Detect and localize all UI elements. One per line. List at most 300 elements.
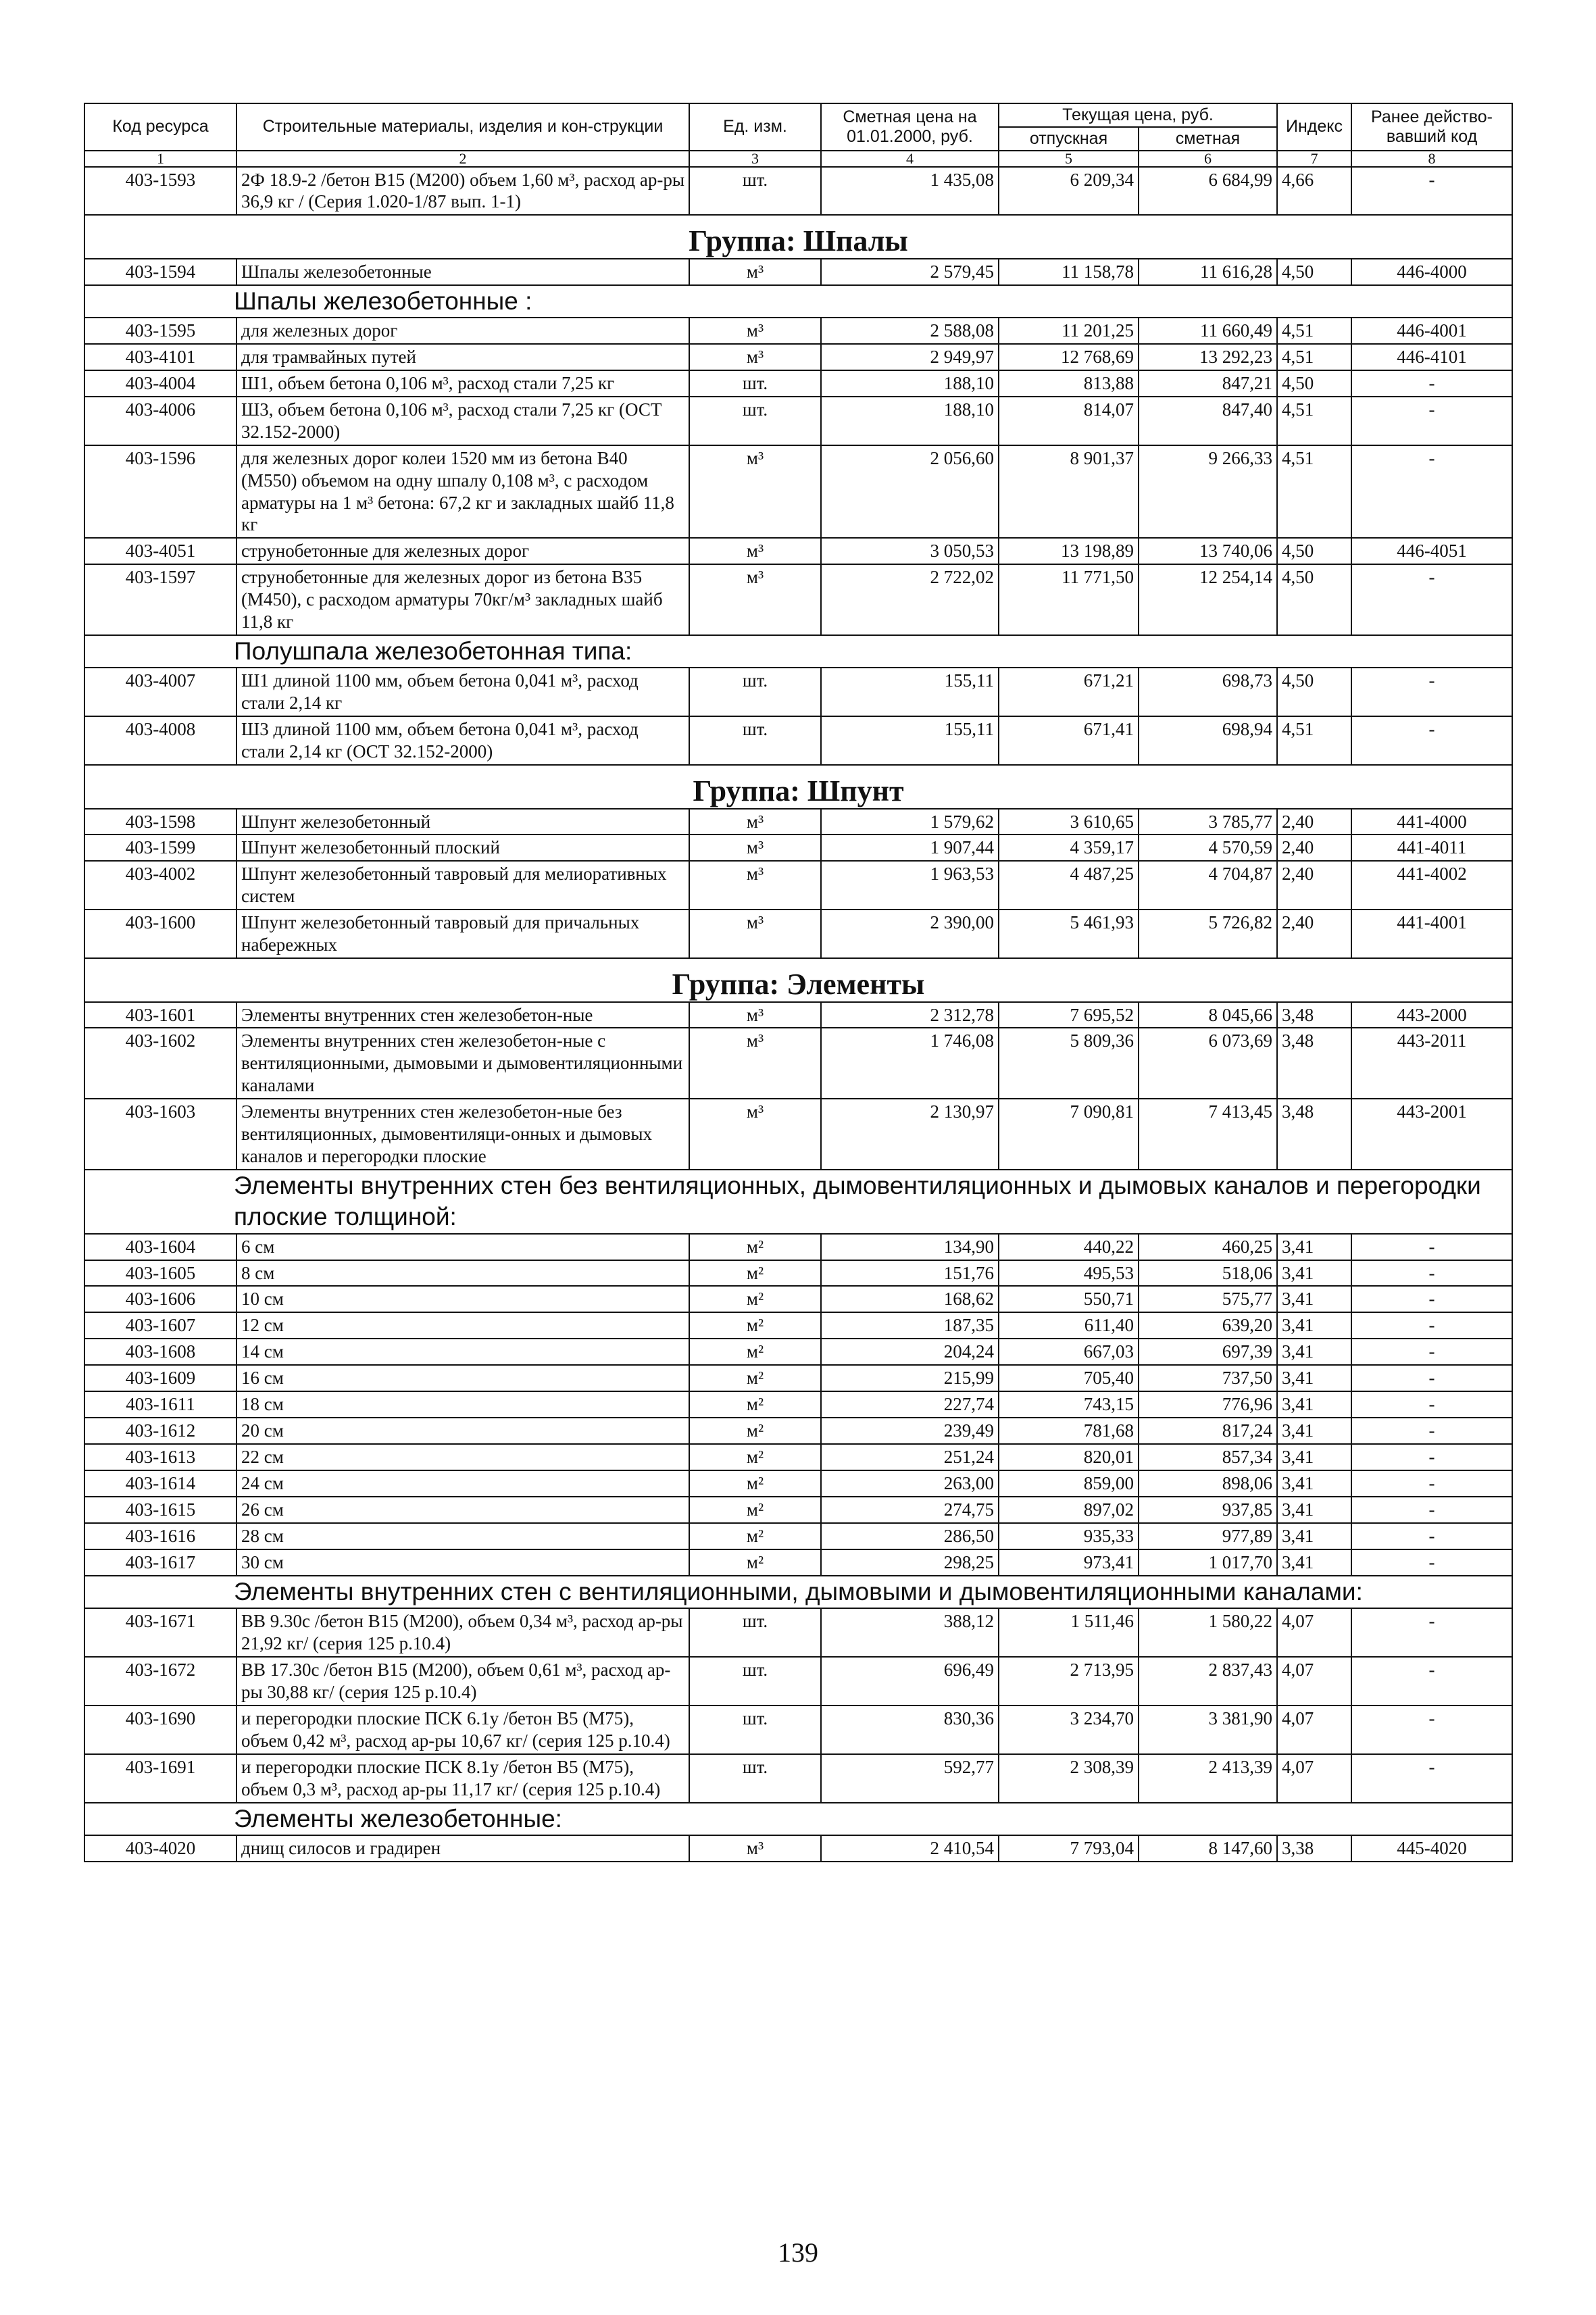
price-index-cell: 4,50 <box>1277 370 1351 397</box>
resource-code-cell: 403-1691 <box>84 1754 236 1803</box>
release-price-cell: 897,02 <box>999 1497 1139 1523</box>
material-name-cell: днищ силосов и градирен <box>236 1835 689 1862</box>
release-price-cell: 550,71 <box>999 1286 1139 1312</box>
material-name-cell: 24 см <box>236 1470 689 1497</box>
table-row <box>84 1835 1512 1862</box>
column-numbers-row <box>84 151 1512 167</box>
material-name-cell: Шпалы железобетонные <box>236 259 689 285</box>
price-index-cell: 3,41 <box>1277 1444 1351 1470</box>
header-index: Индекс <box>1277 103 1351 151</box>
price-index-cell: 3,41 <box>1277 1391 1351 1418</box>
resource-code-cell: 403-4051 <box>84 538 236 564</box>
previous-code-cell: 443-2011 <box>1351 1028 1512 1099</box>
table-row <box>84 1234 1512 1260</box>
subgroup-heading-row <box>84 635 1512 668</box>
unit-cell: шт. <box>689 1608 821 1657</box>
base-price-cell: 2 312,78 <box>821 1002 999 1028</box>
previous-code-cell: 446-4051 <box>1351 538 1512 564</box>
table-row <box>84 861 1512 910</box>
estimate-price-cell: 857,34 <box>1139 1444 1277 1470</box>
column-number: 7 <box>1277 151 1351 167</box>
table-row <box>84 809 1512 835</box>
previous-code-cell: - <box>1351 1260 1512 1287</box>
unit-cell: шт. <box>689 397 821 445</box>
unit-cell: шт. <box>689 1657 821 1706</box>
material-name-cell: Шпунт железобетонный <box>236 809 689 835</box>
resource-code-cell: 403-1616 <box>84 1523 236 1549</box>
subgroup-title: Шпалы железобетонные : <box>84 285 1512 318</box>
material-name-cell: 18 см <box>236 1391 689 1418</box>
price-index-cell: 4,07 <box>1277 1706 1351 1754</box>
resource-code-cell: 403-1596 <box>84 445 236 539</box>
unit-cell: м³ <box>689 1028 821 1099</box>
unit-cell: шт. <box>689 716 821 765</box>
release-price-cell: 12 768,69 <box>999 344 1139 370</box>
material-name-cell: ВВ 9.30с /бетон В15 (М200), объем 0,34 м³, расход ар-ры 21,92 кг/ (серия 125 р.10.4) <box>236 1608 689 1657</box>
release-price-cell: 743,15 <box>999 1391 1139 1418</box>
base-price-cell: 2 056,60 <box>821 445 999 539</box>
price-index-cell: 3,41 <box>1277 1497 1351 1523</box>
release-price-cell: 671,21 <box>999 668 1139 716</box>
estimate-price-cell: 2 837,43 <box>1139 1657 1277 1706</box>
material-name-cell: 8 см <box>236 1260 689 1287</box>
release-price-cell: 4 487,25 <box>999 861 1139 910</box>
material-name-cell: Шпунт железобетонный тавровый для причальных набережных <box>236 910 689 958</box>
release-price-cell: 8 901,37 <box>999 445 1139 539</box>
estimate-price-cell: 5 726,82 <box>1139 910 1277 958</box>
unit-cell: м³ <box>689 538 821 564</box>
table-row <box>84 1391 1512 1418</box>
release-price-cell: 973,41 <box>999 1549 1139 1576</box>
resource-code-cell: 403-1671 <box>84 1608 236 1657</box>
resource-code-cell: 403-1615 <box>84 1497 236 1523</box>
base-price-cell: 204,24 <box>821 1339 999 1365</box>
release-price-cell: 2 308,39 <box>999 1754 1139 1803</box>
estimate-price-cell: 1 580,22 <box>1139 1608 1277 1657</box>
unit-cell: м³ <box>689 318 821 344</box>
base-price-cell: 298,25 <box>821 1549 999 1576</box>
material-name-cell: для железных дорог колеи 1520 мм из бетона В40 (М550) объемом на одну шпалу 0,108 м³, с расходом арматуры на 1 м³ бетона: 67,2 кг и закладных шайб 11,8 кг <box>236 445 689 539</box>
table-row <box>84 1099 1512 1170</box>
base-price-cell: 1 746,08 <box>821 1028 999 1099</box>
estimate-price-cell: 3 381,90 <box>1139 1706 1277 1754</box>
unit-cell: м² <box>689 1444 821 1470</box>
unit-cell: м³ <box>689 564 821 635</box>
resource-code-cell: 403-1595 <box>84 318 236 344</box>
release-price-cell: 4 359,17 <box>999 835 1139 861</box>
estimate-price-cell: 6 684,99 <box>1139 167 1277 216</box>
base-price-cell: 388,12 <box>821 1608 999 1657</box>
base-price-cell: 239,49 <box>821 1418 999 1444</box>
price-index-cell: 3,48 <box>1277 1002 1351 1028</box>
price-index-cell: 4,07 <box>1277 1754 1351 1803</box>
unit-cell: м³ <box>689 344 821 370</box>
estimate-price-cell: 13 292,23 <box>1139 344 1277 370</box>
table-row <box>84 445 1512 539</box>
estimate-price-cell: 2 413,39 <box>1139 1754 1277 1803</box>
material-name-cell: 12 см <box>236 1312 689 1339</box>
resource-code-cell: 403-1602 <box>84 1028 236 1099</box>
price-index-cell: 3,41 <box>1277 1286 1351 1312</box>
resource-code-cell: 403-1612 <box>84 1418 236 1444</box>
previous-code-cell: 443-2001 <box>1351 1099 1512 1170</box>
table-row <box>84 1260 1512 1287</box>
unit-cell: м³ <box>689 1099 821 1170</box>
price-index-cell: 3,48 <box>1277 1099 1351 1170</box>
price-index-cell: 4,07 <box>1277 1608 1351 1657</box>
table-row <box>84 1754 1512 1803</box>
unit-cell: м² <box>689 1312 821 1339</box>
unit-cell: м² <box>689 1549 821 1576</box>
unit-cell: м³ <box>689 1835 821 1862</box>
price-index-cell: 3,41 <box>1277 1339 1351 1365</box>
subgroup-heading-row <box>84 285 1512 318</box>
unit-cell: м³ <box>689 910 821 958</box>
release-price-cell: 935,33 <box>999 1523 1139 1549</box>
column-number: 8 <box>1351 151 1512 167</box>
base-price-cell: 1 963,53 <box>821 861 999 910</box>
table-row <box>84 1470 1512 1497</box>
estimate-price-cell: 8 045,66 <box>1139 1002 1277 1028</box>
estimate-price-cell: 4 704,87 <box>1139 861 1277 910</box>
previous-code-cell: 446-4000 <box>1351 259 1512 285</box>
previous-code-cell: - <box>1351 716 1512 765</box>
base-price-cell: 134,90 <box>821 1234 999 1260</box>
material-name-cell: для железных дорог <box>236 318 689 344</box>
previous-code-cell: 441-4011 <box>1351 835 1512 861</box>
material-name-cell: 26 см <box>236 1497 689 1523</box>
price-index-cell: 4,50 <box>1277 668 1351 716</box>
unit-cell: шт. <box>689 370 821 397</box>
table-row <box>84 370 1512 397</box>
material-name-cell: 22 см <box>236 1444 689 1470</box>
group-heading-row <box>84 215 1512 258</box>
unit-cell: м³ <box>689 1002 821 1028</box>
price-index-cell: 4,50 <box>1277 564 1351 635</box>
previous-code-cell: - <box>1351 1418 1512 1444</box>
material-name-cell: 10 см <box>236 1286 689 1312</box>
resource-code-cell: 403-4002 <box>84 861 236 910</box>
table-row <box>84 344 1512 370</box>
resource-code-cell: 403-4008 <box>84 716 236 765</box>
table-row <box>84 1706 1512 1754</box>
header-release-price: отпускная <box>999 127 1139 151</box>
previous-code-cell: - <box>1351 1754 1512 1803</box>
price-index-cell: 4,51 <box>1277 318 1351 344</box>
price-index-cell: 4,51 <box>1277 445 1351 539</box>
price-index-cell: 3,41 <box>1277 1365 1351 1391</box>
subgroup-heading-row <box>84 1170 1512 1234</box>
previous-code-cell: - <box>1351 564 1512 635</box>
header-current-price: Текущая цена, руб. <box>999 103 1277 127</box>
previous-code-cell: - <box>1351 1706 1512 1754</box>
previous-code-cell: 446-4001 <box>1351 318 1512 344</box>
unit-cell: м² <box>689 1365 821 1391</box>
resource-code-cell: 403-1594 <box>84 259 236 285</box>
table-row <box>84 1549 1512 1576</box>
release-price-cell: 5 461,93 <box>999 910 1139 958</box>
previous-code-cell: - <box>1351 167 1512 216</box>
table-row <box>84 1657 1512 1706</box>
base-price-cell: 155,11 <box>821 668 999 716</box>
table-row <box>84 1286 1512 1312</box>
resource-code-cell: 403-1603 <box>84 1099 236 1170</box>
previous-code-cell: - <box>1351 1339 1512 1365</box>
group-title: Группа: Шпалы <box>84 215 1512 258</box>
base-price-cell: 274,75 <box>821 1497 999 1523</box>
release-price-cell: 7 695,52 <box>999 1002 1139 1028</box>
estimate-price-cell: 6 073,69 <box>1139 1028 1277 1099</box>
previous-code-cell: - <box>1351 1286 1512 1312</box>
table-row <box>84 1418 1512 1444</box>
estimate-price-cell: 8 147,60 <box>1139 1835 1277 1862</box>
header-materials: Строительные материалы, изделия и кон-струкции <box>236 103 689 151</box>
release-price-cell: 11 158,78 <box>999 259 1139 285</box>
resource-code-cell: 403-4006 <box>84 397 236 445</box>
table-row <box>84 835 1512 861</box>
previous-code-cell: 445-4020 <box>1351 1835 1512 1862</box>
material-name-cell: Элементы внутренних стен железобетон-ные без вентиляционных, дымовентиляци-онных и дымовых каналов и перегородки плоские <box>236 1099 689 1170</box>
resource-code-cell: 403-4101 <box>84 344 236 370</box>
group-heading-row <box>84 958 1512 1001</box>
base-price-cell: 188,10 <box>821 397 999 445</box>
release-price-cell: 1 511,46 <box>999 1608 1139 1657</box>
resource-code-cell: 403-1608 <box>84 1339 236 1365</box>
column-number: 4 <box>821 151 999 167</box>
group-heading-row <box>84 765 1512 808</box>
base-price-cell: 2 410,54 <box>821 1835 999 1862</box>
price-index-cell: 3,41 <box>1277 1470 1351 1497</box>
column-number: 3 <box>689 151 821 167</box>
table-row <box>84 1444 1512 1470</box>
previous-code-cell: - <box>1351 1365 1512 1391</box>
base-price-cell: 2 949,97 <box>821 344 999 370</box>
table-row <box>84 538 1512 564</box>
base-price-cell: 2 722,02 <box>821 564 999 635</box>
estimate-price-cell: 3 785,77 <box>1139 809 1277 835</box>
resource-code-cell: 403-1690 <box>84 1706 236 1754</box>
estimate-price-cell: 937,85 <box>1139 1497 1277 1523</box>
base-price-cell: 3 050,53 <box>821 538 999 564</box>
resource-code-cell: 403-1601 <box>84 1002 236 1028</box>
base-price-cell: 168,62 <box>821 1286 999 1312</box>
estimate-price-cell: 817,24 <box>1139 1418 1277 1444</box>
estimate-price-cell: 847,40 <box>1139 397 1277 445</box>
table-row <box>84 1312 1512 1339</box>
resource-code-cell: 403-1600 <box>84 910 236 958</box>
estimate-price-cell: 11 616,28 <box>1139 259 1277 285</box>
estimate-price-cell: 737,50 <box>1139 1365 1277 1391</box>
release-price-cell: 667,03 <box>999 1339 1139 1365</box>
base-price-cell: 227,74 <box>821 1391 999 1418</box>
material-name-cell: струнобетонные для железных дорог из бетона В35 (М450), с расходом арматуры 70кг/м³ закладных шайб 11,8 кг <box>236 564 689 635</box>
group-title: Группа: Элементы <box>84 958 1512 1001</box>
price-table-sheet <box>84 103 1512 1862</box>
release-price-cell: 13 198,89 <box>999 538 1139 564</box>
group-title: Группа: Шпунт <box>84 765 1512 808</box>
unit-cell: м² <box>689 1339 821 1365</box>
unit-cell: м² <box>689 1391 821 1418</box>
previous-code-cell: - <box>1351 1523 1512 1549</box>
material-name-cell: Ш3 длиной 1100 мм, объем бетона 0,041 м³, расход стали 2,14 кг (ОСТ 32.152-2000) <box>236 716 689 765</box>
unit-cell: м² <box>689 1260 821 1287</box>
estimate-price-cell: 1 017,70 <box>1139 1549 1277 1576</box>
release-price-cell: 813,88 <box>999 370 1139 397</box>
price-index-cell: 4,51 <box>1277 716 1351 765</box>
material-name-cell: Ш1 длиной 1100 мм, объем бетона 0,041 м³, расход стали 2,14 кг <box>236 668 689 716</box>
previous-code-cell: - <box>1351 397 1512 445</box>
unit-cell: м³ <box>689 445 821 539</box>
base-price-cell: 1 579,62 <box>821 809 999 835</box>
resource-code-cell: 403-1598 <box>84 809 236 835</box>
page-number: 139 <box>778 2237 818 2268</box>
header-base-price: Сметная цена на 01.01.2000, руб. <box>821 103 999 151</box>
price-index-cell: 3,41 <box>1277 1260 1351 1287</box>
subgroup-heading-row <box>84 1803 1512 1835</box>
price-index-cell: 4,50 <box>1277 538 1351 564</box>
previous-code-cell: - <box>1351 1470 1512 1497</box>
previous-code-cell: 441-4000 <box>1351 809 1512 835</box>
base-price-cell: 155,11 <box>821 716 999 765</box>
release-price-cell: 671,41 <box>999 716 1139 765</box>
resource-code-cell: 403-1614 <box>84 1470 236 1497</box>
base-price-cell: 188,10 <box>821 370 999 397</box>
unit-cell: м³ <box>689 861 821 910</box>
header-code: Код ресурса <box>84 103 236 151</box>
resource-code-cell: 403-1605 <box>84 1260 236 1287</box>
unit-cell: м³ <box>689 835 821 861</box>
release-price-cell: 611,40 <box>999 1312 1139 1339</box>
resource-code-cell: 403-1617 <box>84 1549 236 1576</box>
price-index-cell: 4,50 <box>1277 259 1351 285</box>
price-index-cell: 3,41 <box>1277 1523 1351 1549</box>
base-price-cell: 830,36 <box>821 1706 999 1754</box>
resource-code-cell: 403-4020 <box>84 1835 236 1862</box>
table-row <box>84 1497 1512 1523</box>
release-price-cell: 11 771,50 <box>999 564 1139 635</box>
material-name-cell: 16 см <box>236 1365 689 1391</box>
column-number: 2 <box>236 151 689 167</box>
material-name-cell: ВВ 17.30с /бетон В15 (М200), объем 0,61 м³, расход ар-ры 30,88 кг/ (серия 125 р.10.4) <box>236 1657 689 1706</box>
price-index-cell: 2,40 <box>1277 809 1351 835</box>
table-row <box>84 716 1512 765</box>
table-row <box>84 167 1512 216</box>
material-name-cell: Элементы внутренних стен железобетон-ные с вентиляционными, дымовыми и дымовентиляционными каналами <box>236 1028 689 1099</box>
unit-cell: шт. <box>689 1706 821 1754</box>
estimate-price-cell: 12 254,14 <box>1139 564 1277 635</box>
base-price-cell: 2 390,00 <box>821 910 999 958</box>
previous-code-cell: - <box>1351 1657 1512 1706</box>
header-unit: Ед. изм. <box>689 103 821 151</box>
estimate-price-cell: 776,96 <box>1139 1391 1277 1418</box>
base-price-cell: 286,50 <box>821 1523 999 1549</box>
unit-cell: м² <box>689 1523 821 1549</box>
previous-code-cell: - <box>1351 1608 1512 1657</box>
resource-code-cell: 403-1611 <box>84 1391 236 1418</box>
table-row <box>84 1523 1512 1549</box>
price-index-cell: 3,48 <box>1277 1028 1351 1099</box>
previous-code-cell: - <box>1351 668 1512 716</box>
release-price-cell: 7 090,81 <box>999 1099 1139 1170</box>
header-prev-code: Ранее действо-вавший код <box>1351 103 1512 151</box>
material-name-cell: и перегородки плоские ПСК 8.1у /бетон В5 (М75), объем 0,3 м³, расход ар-ры 11,17 кг/ (серия 125 р.10.4) <box>236 1754 689 1803</box>
release-price-cell: 781,68 <box>999 1418 1139 1444</box>
base-price-cell: 2 588,08 <box>821 318 999 344</box>
base-price-cell: 187,35 <box>821 1312 999 1339</box>
price-index-cell: 3,41 <box>1277 1549 1351 1576</box>
estimate-price-cell: 698,73 <box>1139 668 1277 716</box>
previous-code-cell: 446-4101 <box>1351 344 1512 370</box>
resource-code-cell: 403-1604 <box>84 1234 236 1260</box>
unit-cell: м³ <box>689 809 821 835</box>
price-index-cell: 3,38 <box>1277 1835 1351 1862</box>
price-table <box>84 103 1513 1862</box>
unit-cell: м³ <box>689 259 821 285</box>
material-name-cell: 30 см <box>236 1549 689 1576</box>
resource-code-cell: 403-4007 <box>84 668 236 716</box>
material-name-cell: Ш3, объем бетона 0,106 м³, расход стали 7,25 кг (ОСТ 32.152-2000) <box>236 397 689 445</box>
material-name-cell: 28 см <box>236 1523 689 1549</box>
release-price-cell: 859,00 <box>999 1470 1139 1497</box>
release-price-cell: 3 234,70 <box>999 1706 1139 1754</box>
price-index-cell: 4,51 <box>1277 397 1351 445</box>
subgroup-title: Элементы железобетонные: <box>84 1803 1512 1835</box>
release-price-cell: 495,53 <box>999 1260 1139 1287</box>
price-index-cell: 4,51 <box>1277 344 1351 370</box>
release-price-cell: 705,40 <box>999 1365 1139 1391</box>
material-name-cell: 14 см <box>236 1339 689 1365</box>
base-price-cell: 251,24 <box>821 1444 999 1470</box>
unit-cell: шт. <box>689 167 821 216</box>
price-index-cell: 3,41 <box>1277 1312 1351 1339</box>
price-index-cell: 2,40 <box>1277 910 1351 958</box>
material-name-cell: струнобетонные для железных дорог <box>236 538 689 564</box>
table-row <box>84 1365 1512 1391</box>
price-index-cell: 4,66 <box>1277 167 1351 216</box>
previous-code-cell: - <box>1351 1312 1512 1339</box>
table-row <box>84 259 1512 285</box>
table-row <box>84 910 1512 958</box>
estimate-price-cell: 639,20 <box>1139 1312 1277 1339</box>
previous-code-cell: - <box>1351 1497 1512 1523</box>
previous-code-cell: - <box>1351 1549 1512 1576</box>
estimate-price-cell: 11 660,49 <box>1139 318 1277 344</box>
table-row <box>84 564 1512 635</box>
price-index-cell: 3,41 <box>1277 1234 1351 1260</box>
subgroup-title: Элементы внутренних стен с вентиляционными, дымовыми и дымовентиляционными каналами: <box>84 1576 1512 1608</box>
release-price-cell: 11 201,25 <box>999 318 1139 344</box>
column-number: 1 <box>84 151 236 167</box>
estimate-price-cell: 898,06 <box>1139 1470 1277 1497</box>
unit-cell: шт. <box>689 1754 821 1803</box>
previous-code-cell: 441-4002 <box>1351 861 1512 910</box>
estimate-price-cell: 697,39 <box>1139 1339 1277 1365</box>
previous-code-cell: - <box>1351 1444 1512 1470</box>
base-price-cell: 1 435,08 <box>821 167 999 216</box>
header-estimate-price: сметная <box>1139 127 1277 151</box>
price-index-cell: 2,40 <box>1277 835 1351 861</box>
material-name-cell: Шпунт железобетонный плоский <box>236 835 689 861</box>
resource-code-cell: 403-1613 <box>84 1444 236 1470</box>
base-price-cell: 2 130,97 <box>821 1099 999 1170</box>
previous-code-cell: - <box>1351 445 1512 539</box>
base-price-cell: 263,00 <box>821 1470 999 1497</box>
base-price-cell: 1 907,44 <box>821 835 999 861</box>
material-name-cell: Элементы внутренних стен железобетон-ные <box>236 1002 689 1028</box>
estimate-price-cell: 9 266,33 <box>1139 445 1277 539</box>
table-row <box>84 668 1512 716</box>
release-price-cell: 820,01 <box>999 1444 1139 1470</box>
